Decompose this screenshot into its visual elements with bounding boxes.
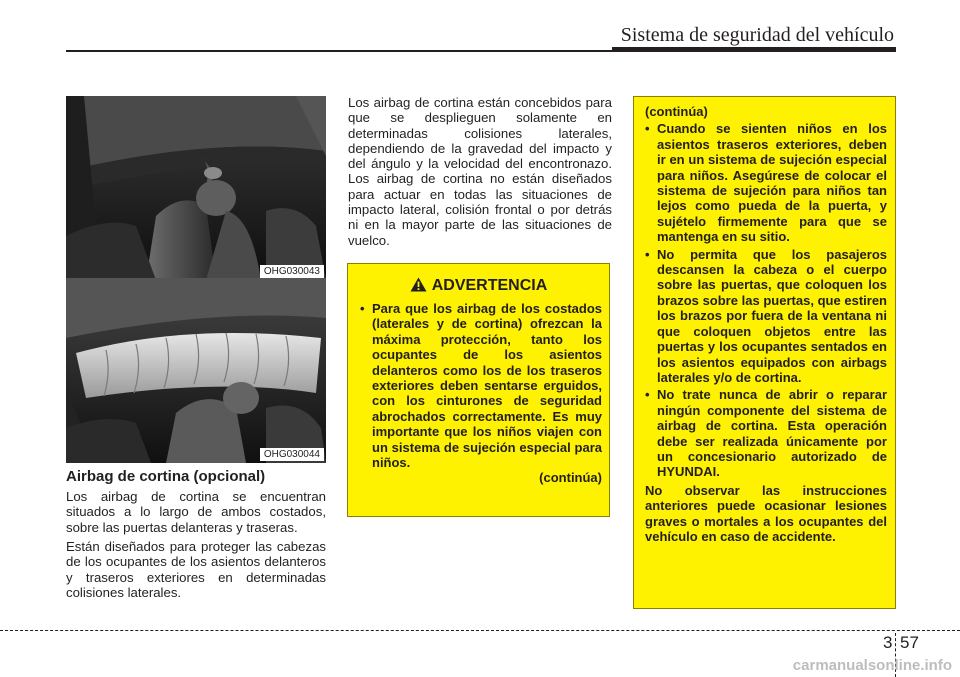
- header-rule-accent: [612, 47, 896, 52]
- header-rule: [66, 50, 612, 52]
- warning-bullet: • No trate nunca de abrir o reparar ningún componente del sistema de airbag de cortina. Esta operación debe ser realizada únicamente por un concesionario autorizado de HYUNDAI.: [645, 387, 887, 479]
- warning-triangle-icon: [410, 277, 427, 292]
- figure-curtain-airbag-stowed: [66, 96, 326, 280]
- warning-bullet: • No permita que los pasajeros descansen la cabeza o el cuerpo sobre las puertas, que coloquen los brazos sobre las puertas, que estiren los brazos por fuera de la ventana ni que coloquen objetos entre las puertas y los ocupantes sentados en los asientos equipados con airbags laterales y/o de cortina.: [645, 247, 887, 386]
- watermark: carmanualsonline.info: [792, 657, 952, 674]
- section-number: 3: [883, 633, 893, 652]
- paragraph: Los airbag de cortina se encuentran situados a lo largo de ambos costados, sobre las puertas delanteras y traseras.: [66, 489, 326, 535]
- paragraph: Los airbag de cortina están concebidos para que se desplieguen solamente en determinadas colisiones laterales, dependiendo de la gravedad del impacto y del ángulo y la velocidad del encontronazo. Los airbag de cortina no están diseñados para actuar en todas las situaciones de impacto lateral, colisión frontal o por detrás ni en la mayor parte de las situaciones de vuelco.: [348, 95, 612, 248]
- figure-code-label: OHG030043: [260, 265, 324, 278]
- warning-closing: No observar las instrucciones anteriores puede ocasionar lesiones graves o mortales a los ocupantes del vehículo en caso de accidente.: [645, 482, 887, 544]
- paragraph: Están diseñados para proteger las cabezas de los ocupantes de los asientos delanteros y traseros exteriores en determinadas colisiones laterales.: [66, 539, 326, 600]
- warning-continued-body: [645, 104, 887, 544]
- warning-title: ADVERTENCIA: [431, 277, 548, 294]
- section-heading: Airbag de cortina (opcional): [66, 468, 266, 485]
- page-number: 57: [900, 633, 919, 652]
- warning-bullet: • Cuando se sienten niños en los asientos traseros exteriores, deben ir en un sistema de sujeción especial para niños. Asegúrese de colocar el sistema de sujeción para niños tan lejos como pueda de la puerta, y sujételo firmemente para que se mantenga en su sitio.: [645, 121, 887, 244]
- warning-heading: [348, 277, 609, 295]
- warning-continued-box: [633, 96, 896, 609]
- continued-note: (continúa): [539, 470, 602, 486]
- warning-box: [347, 263, 610, 517]
- interior-illustration: [66, 96, 326, 280]
- warning-bullet: • Para que los airbag de los costados (laterales y de cortina) ofrezcan la máxima protección, tanto los ocupantes de los asientos delanteros como los de los traseros exteriores deben sentarse erguidos, con los cinturones de seguridad abrochados correctamente. Es muy importante que los niños viajen con un sistema de sujeción especial para niños.: [360, 301, 602, 470]
- figure-curtain-airbag-deployed: [66, 278, 326, 463]
- continued-header: (continúa): [645, 104, 708, 119]
- figure-code-label: OHG030044: [260, 448, 324, 461]
- warning-body: [360, 301, 602, 486]
- deployed-airbag-illustration: [66, 278, 326, 463]
- footer-rule: [0, 630, 960, 631]
- page-header-title: Sistema de seguridad del vehículo: [620, 24, 894, 46]
